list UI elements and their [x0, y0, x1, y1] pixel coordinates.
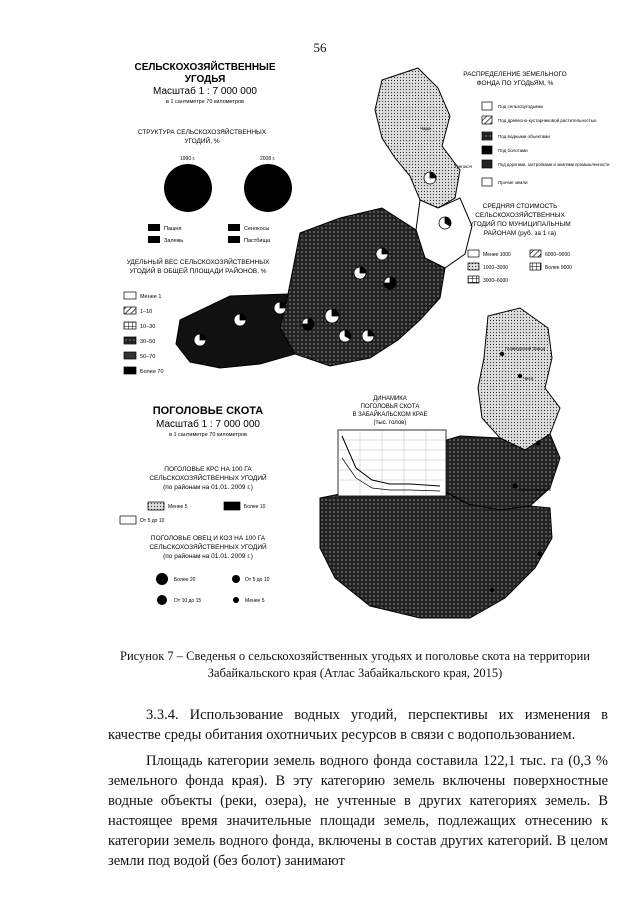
cost-title-line3: УГОДИЙ ПО МУНИЦИПАЛЬНЫМ	[469, 221, 571, 228]
distribution-title-line1: РАСПРЕДЕЛЕНИЕ ЗЕМЕЛЬНОГО	[463, 71, 567, 78]
krs-legend-1: Менее 5	[168, 504, 188, 510]
pie-2008	[244, 164, 292, 212]
krs-title-line2: СЕЛЬСКОХОЗЯЙСТВЕННЫХ УГОДИЙ	[149, 475, 267, 482]
cost-legend-5: 3000–6000	[483, 278, 509, 284]
atlas-figure	[120, 58, 610, 636]
figure-caption	[95, 648, 615, 682]
cost-title-line2: СЕЛЬСКОХОЗЯЙСТВЕННЫХ	[475, 212, 565, 219]
legend-arable: Пашня	[164, 226, 182, 232]
sheep-title-line3: (по районам на 01.01. 2009 г.)	[163, 553, 253, 560]
body-text	[108, 705, 608, 871]
livestock-scale: Масштаб 1 : 7 000 000	[156, 419, 260, 430]
legend-swatch-arable	[148, 224, 160, 231]
city-label-3: Газимурский Завод	[505, 346, 546, 351]
dist-legend-6: Прочие земли	[498, 180, 528, 185]
upper-map-north	[375, 68, 460, 208]
dynamics-title-line2: ПОГОЛОВЬЯ СКОТА	[360, 404, 420, 410]
sheep-legend-3: От 10 до 15	[174, 598, 202, 604]
dist-legend-1: Под сельхозугодьями	[498, 104, 543, 109]
cost-legend	[468, 250, 572, 284]
legend-pastures: Пастбища	[244, 238, 271, 244]
krs-legend-3: От 5 до 10	[140, 518, 165, 524]
legend-fallow: Залежь	[164, 238, 184, 244]
dynamics-title-line3: В ЗАБАЙКАЛЬСКОМ КРАЕ	[352, 412, 428, 418]
sheep-legend-2: От 5 до 10	[245, 577, 270, 583]
year-1990: 1990 г.	[180, 156, 196, 162]
sheep-legend	[156, 573, 270, 605]
pie-1990	[164, 164, 212, 212]
sheep-legend-4: Менее 5	[245, 598, 265, 604]
lower-map-north	[478, 308, 560, 450]
agri-scale: Масштаб 1 : 7 000 000	[153, 86, 257, 97]
krs-legend-2: Более 10	[244, 504, 266, 510]
share-title-line1: УДЕЛЬНЫЙ ВЕС СЕЛЬСКОХОЗЯЙСТВЕННЫХ	[126, 259, 270, 266]
share-legend-1: Менее 1	[140, 294, 162, 300]
agri-title-line2: УГОДЬЯ	[184, 74, 226, 85]
share-legend-2: 1–10	[140, 309, 153, 315]
share-legend-4: 30–50	[140, 339, 156, 345]
cost-legend-4: Более 9000	[545, 265, 572, 271]
sheep-title-line2: СЕЛЬСКОХОЗЯЙСТВЕННЫХ УГОДИЙ	[149, 544, 267, 551]
cost-title-line1: СРЕДНЯЯ СТОИМОСТЬ	[482, 203, 558, 210]
legend-swatch-hayfields	[228, 224, 240, 231]
cost-legend-3: 1000–3000	[483, 265, 509, 271]
livestock-title: ПОГОЛОВЬЕ СКОТА	[152, 405, 264, 417]
dist-legend-2: Под древесно-кустарниковой растительностью	[498, 118, 597, 123]
page-number: 56	[313, 40, 327, 55]
share-legend	[124, 292, 164, 375]
krs-title-line3: (по районам на 01.01. 2009 г.)	[163, 484, 253, 491]
dynamics-title-line1: ДИНАМИКА	[373, 396, 407, 402]
share-legend-6: Более 70	[140, 369, 164, 375]
livestock-scale-note: в 1 сантиметре 70 километров	[169, 432, 247, 438]
dist-legend-4: Под болотами	[498, 148, 528, 153]
city-label-2: Тунгокоч	[454, 164, 473, 169]
year-2008: 2008 г.	[260, 156, 276, 162]
structure-title-line2: УГОДИЙ, %	[184, 138, 220, 145]
structure-title-line1: СТРУКТУРА СЕЛЬСКОХОЗЯЙСТВЕННЫХ	[137, 129, 267, 136]
agri-scale-note: в 1 сантиметре 70 километров	[166, 99, 244, 105]
caption-line-2: Забайкальского края (Атлас Забайкальского края, 2015)	[207, 666, 503, 680]
cost-legend-1: Менее 1000	[483, 252, 511, 258]
dynamics-inset-chart	[338, 430, 446, 496]
share-legend-3: 10–30	[140, 324, 156, 330]
cost-title-line4: РАЙОНАМ (руб. за 1 га)	[483, 230, 557, 237]
krs-title-line1: ПОГОЛОВЬЕ КРС НА 100 ГА	[164, 466, 252, 473]
krs-legend	[120, 502, 266, 524]
share-legend-5: 50–70	[140, 354, 156, 360]
sheep-legend-1: Более 20	[174, 577, 196, 583]
dist-legend-3: Под водными объектами	[498, 134, 550, 139]
legend-swatch-fallow	[148, 236, 160, 243]
city-label-4: Чита	[523, 376, 534, 381]
distribution-legend	[482, 102, 610, 186]
distribution-title-line2: ФОНДА ПО УГОДЬЯМ, %	[476, 80, 554, 87]
cost-legend-2: 6000–9000	[545, 252, 571, 258]
legend-hayfields: Сенокосы	[244, 226, 270, 232]
agri-title-line1: СЕЛЬСКОХОЗЯЙСТВЕННЫЕ	[134, 62, 276, 73]
dynamics-title-line4: (тыс. голов)	[373, 420, 407, 426]
city-label-5: Краснокаменск	[519, 487, 551, 492]
share-title-line2: УГОДИЙ В ОБЩЕЙ ПЛОЩАДИ РАЙОНОВ, %	[129, 268, 267, 275]
section-heading: 3.3.4. Использование водных угодий, перспективы их изменения в качестве среды обитания охотничьих ресурсов в связи с водопользованием.	[108, 707, 608, 743]
dist-legend-5: Под дорогами, застройками и землями промышленности	[498, 162, 610, 167]
legend-swatch-pastures	[228, 236, 240, 243]
caption-line-1: Рисунок 7 – Сведенья о сельскохозяйственных угодьях и поголовье скота на территории	[120, 649, 590, 663]
paragraph: Площадь категории земель водного фонда составила 122,1 тыс. га (0,3 % земельного фонда края). В эту категорию земель включены поверхностные водные объекты (реки, озера), не учтенные в других категориях земель. В настоящее время значительные площади земель, подлежащих отнесению к категории земель водного фонда, включены в состав других категорий. В целом земли под водой (без болот) занимают	[108, 753, 608, 869]
sheep-title-line1: ПОГОЛОВЬЕ ОВЕЦ И КОЗ НА 100 ГА	[150, 535, 266, 542]
city-label-1: Чара	[420, 126, 431, 131]
